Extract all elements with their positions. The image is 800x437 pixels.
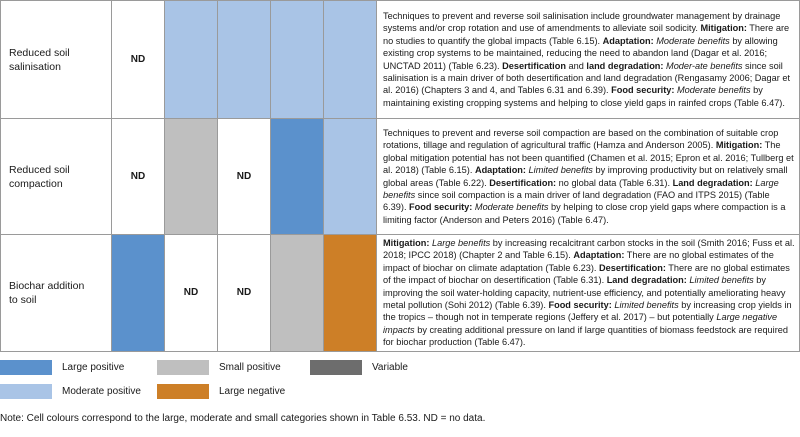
- row-label-line: compaction: [9, 177, 63, 190]
- legend-item-moderate-positive: [0, 384, 141, 399]
- description-segment: by improving productivity but on relatively small global areas (Table 6.22).: [383, 165, 788, 188]
- description-segment: by increasing recalcitrant carbon stocks in the soil (Smith 2016; Fuss et al. 2018; IPCC 2018) (Chapter 2 and Table 6.15).: [383, 238, 795, 261]
- description-segment: Land degradation:: [672, 177, 753, 188]
- legend-swatch: [0, 360, 52, 375]
- food-security-cell: [324, 119, 377, 235]
- land-degradation-cell: [271, 235, 324, 352]
- legend-item-large-negative: [157, 384, 285, 399]
- legend-label: Variable: [372, 362, 408, 373]
- legend-swatch: [310, 360, 362, 375]
- description-segment: Land degradation:: [606, 275, 687, 286]
- legend: [0, 358, 800, 411]
- row-description: [377, 1, 800, 119]
- desertification-cell: ND: [218, 235, 271, 352]
- description-segment: Adaptation:: [602, 35, 654, 46]
- description-segment: The global mitigation potential has not been quantified (Chamen et al. 2015; Epron et al. 2016; Tullberg et al. 2018) (Table 6.15).: [383, 140, 794, 176]
- description-segment: Large benefits: [432, 238, 491, 248]
- food-security-cell: [324, 1, 377, 119]
- row-description: [377, 119, 800, 235]
- legend-swatch: [157, 360, 209, 375]
- description-segment: There are no studies to quantify the global impacts (Table 6.15).: [383, 23, 790, 46]
- desertification-cell: ND: [218, 119, 271, 235]
- table-note: Note: Cell colours correspond to the large, moderate and small categories shown in Table 6.53. ND = no data.: [0, 413, 486, 424]
- description-segment: Techniques to prevent and reverse soil salinisation include groundwater management by drainage systems and/or crop rotation and use of amendments to alleviate soil sodicity.: [383, 10, 781, 34]
- description-segment: Limited benefits: [689, 275, 754, 286]
- row-label: [1, 119, 112, 235]
- description-segment: There are no global estimates of the impact of biochar on climate adaptation (Table 6.23).: [383, 250, 774, 273]
- description-segment: by allowing existing crop systems to be maintained, reducing the need to abandon land (Dagar et al. 2016; UNCTAD 2011) (Table 6.23).: [383, 35, 778, 71]
- table-row: [1, 119, 800, 235]
- description-segment: since soil compaction is a main driver of land degradation (FAO and ITPS 2015) (Table 6.39).: [383, 189, 770, 213]
- description-segment: Food security:: [611, 85, 675, 96]
- description-segment: Moderate benefits: [474, 202, 549, 213]
- row-label-line: Reduced soil: [9, 46, 70, 59]
- description-segment: by increasing crop yields in the tropics – though not in temperate regions (Jeffery et al. 2017) – but potentially: [383, 300, 792, 323]
- description-segment: since soil salinisation is a main driver of both desertification and land degradation (Rengasamy 2006; Dagar et al. 2016) (Chapters 3 and 4, and Tables 6.31 and 6.39).: [383, 60, 791, 96]
- description-segment: Limited benefits: [614, 300, 679, 311]
- legend-swatch: [157, 384, 209, 399]
- legend-label: Large positive: [62, 362, 125, 373]
- description-segment: Moder-ate benefits: [666, 60, 743, 71]
- legend-label: Small positive: [219, 362, 281, 373]
- description-segment: Moderate benefits: [656, 35, 730, 46]
- description-segment: Techniques to prevent and reverse soil compaction are based on the combination of suitable crop rotations, tillage and regulation of agricultural traffic (Hamza and Anderson 2005).: [383, 127, 779, 151]
- description-segment: Food security:: [548, 300, 612, 311]
- legend-label: Moderate positive: [62, 386, 141, 397]
- description-segment: Adaptation:: [573, 250, 625, 261]
- adaptation-cell: [165, 1, 218, 119]
- desertification-cell: [218, 1, 271, 119]
- description-segment: and: [565, 60, 587, 71]
- mitigation-cell: ND: [112, 1, 165, 119]
- description-segment: Mitigation:: [700, 23, 747, 34]
- description-segment: land degradation:: [586, 60, 664, 71]
- row-description: [377, 235, 800, 352]
- adaptation-cell: [165, 119, 218, 235]
- description-segment: by helping to close crop yield gaps where compaction is a limiting factor (Anderson and Peters 2016) (Table 6.47).: [383, 202, 786, 225]
- description-segment: Mitigation:: [383, 238, 430, 248]
- description-segment: by maintaining existing cropping systems and helping to close yield gaps in rainfed crops (Table 6.47).: [383, 85, 785, 108]
- adaptation-cell: ND: [165, 235, 218, 352]
- description-segment: by creating additional pressure on land if large quantities of biomass feedstock are required for biochar production (Table 6.47).: [383, 324, 788, 348]
- row-label: [1, 235, 112, 352]
- legend-item-small-positive: [157, 360, 281, 375]
- legend-label: Large negative: [219, 386, 286, 397]
- description-segment: Large benefits: [383, 177, 779, 200]
- mitigation-cell: ND: [112, 119, 165, 235]
- legend-item-large-positive: [0, 360, 124, 375]
- description-segment: Mitigation:: [715, 140, 763, 151]
- description-segment: Limited benefits: [528, 165, 593, 176]
- description-segment: Large negative impacts: [383, 312, 778, 335]
- row-label: [1, 1, 112, 119]
- food-security-cell: [324, 235, 377, 352]
- row-label-line: Reduced soil: [9, 163, 70, 176]
- description-segment: Adaptation:: [474, 165, 526, 176]
- description-segment: no global data (Table 6.31).: [556, 177, 673, 188]
- row-label-line: to soil: [9, 293, 37, 306]
- legend-swatch: [0, 384, 52, 399]
- row-label-line: salinisation: [9, 60, 61, 73]
- description-segment: Food security:: [409, 202, 473, 213]
- land-degradation-cell: [271, 1, 324, 119]
- mitigation-cell: [112, 235, 165, 352]
- land-degradation-cell: [271, 119, 324, 235]
- description-segment: Desertification:: [599, 262, 666, 273]
- legend-item-variable: [310, 360, 408, 375]
- description-segment: Moderate benefits: [677, 85, 751, 96]
- table-row: [1, 235, 800, 352]
- description-segment: by improving the soil water-holding capacity, nutrient-use efficiency, and potentially ameliorating heavy metal pollution (Sohi 2012) (Table 6.39).: [383, 275, 786, 311]
- description-segment: Desertification:: [489, 177, 557, 188]
- description-segment: Desertification: [502, 60, 566, 71]
- description-segment: There are no global estimates of the impact of biochar on desertification (Table 6.31).: [383, 262, 790, 286]
- row-label-line: Biochar addition: [9, 279, 85, 292]
- table-row: [1, 1, 800, 119]
